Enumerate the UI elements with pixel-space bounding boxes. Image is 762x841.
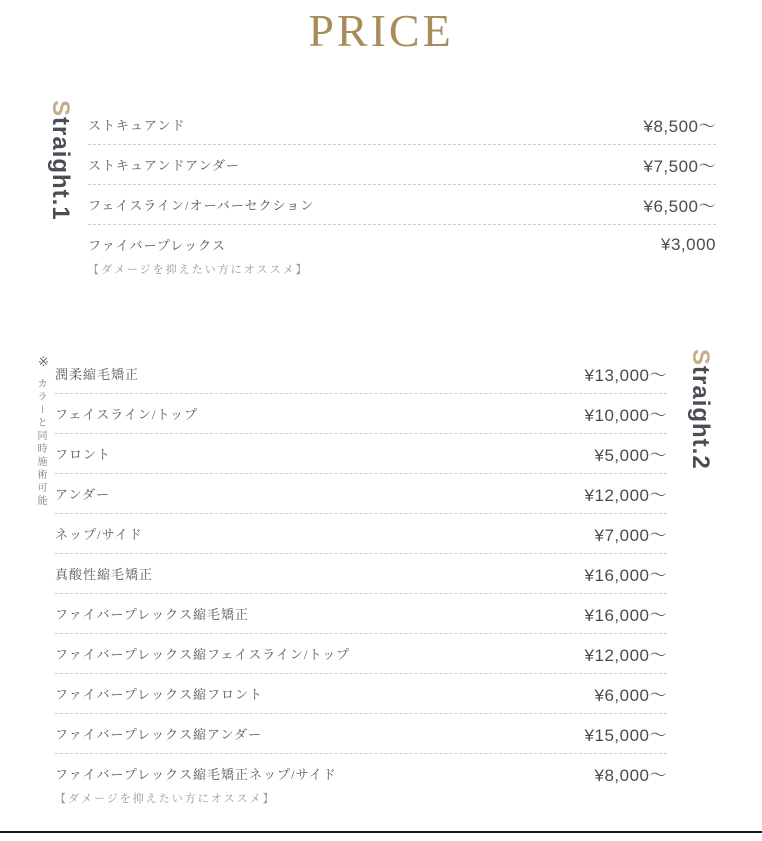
service-price: ¥6,000〜 xyxy=(594,686,667,705)
price-row xyxy=(55,474,667,514)
service-name: ストキュアンド xyxy=(88,118,186,133)
price-row xyxy=(55,354,667,394)
price-row-line xyxy=(88,185,716,224)
side-note-vertical: カラーと同時施術可能 xyxy=(35,378,46,508)
service-price: ¥8,000〜 xyxy=(594,766,667,785)
price-row-line xyxy=(55,554,667,593)
price-row xyxy=(55,554,667,594)
service-name: 潤柔縮毛矯正 xyxy=(55,367,140,382)
straight-2-label xyxy=(686,349,714,470)
service-price: ¥7,500〜 xyxy=(643,157,716,176)
price-row xyxy=(88,185,716,225)
straight-1-label-initial: S xyxy=(47,100,74,118)
straight-2-price-list xyxy=(55,354,667,810)
service-price: ¥7,000〜 xyxy=(594,526,667,545)
service-price: ¥13,000〜 xyxy=(584,366,667,385)
service-price: ¥3,000 xyxy=(661,234,716,254)
service-name: ファイバープレックス縮アンダー xyxy=(55,727,263,742)
service-note: 【ダメージを抑えたい方にオススメ】 xyxy=(88,264,309,276)
service-name: フェイスライン/オーバーセクション xyxy=(88,198,315,213)
straight-2-label-initial: S xyxy=(687,349,714,367)
price-row-line xyxy=(55,714,667,753)
service-name: 真酸性縮毛矯正 xyxy=(55,567,154,582)
service-name: ストキュアンドアンダー xyxy=(88,158,241,173)
side-note-asterisk: ※ xyxy=(38,354,49,369)
service-price: ¥12,000〜 xyxy=(584,486,667,505)
price-row-line xyxy=(55,514,667,553)
straight-1-label-rest: traight.1 xyxy=(47,117,74,221)
price-row-line xyxy=(55,354,667,393)
price-row-line xyxy=(55,754,667,793)
service-name: フェイスライン/トップ xyxy=(55,407,199,422)
service-name: ファイバープレックス縮フロント xyxy=(55,687,264,702)
service-name: ファイバープレックス縮フェイスライン/トップ xyxy=(55,647,351,662)
price-row-line xyxy=(88,145,716,184)
service-name: ネップ/サイド xyxy=(55,527,143,542)
price-row xyxy=(55,674,667,714)
price-row-line xyxy=(55,674,667,713)
service-price: ¥16,000〜 xyxy=(584,606,667,625)
price-row xyxy=(88,145,716,185)
service-name: フロント xyxy=(55,447,112,462)
service-name: ファイバープレックス xyxy=(88,238,227,253)
price-row-line xyxy=(55,434,667,473)
page-title: PRICE xyxy=(308,5,454,56)
service-price: ¥15,000〜 xyxy=(584,726,667,745)
straight-1-price-list xyxy=(88,105,716,281)
price-row-line xyxy=(55,394,667,433)
service-name: アンダー xyxy=(55,487,110,502)
price-row-line xyxy=(55,594,667,633)
service-price: ¥8,500〜 xyxy=(643,117,716,136)
price-row xyxy=(88,105,716,145)
service-price: ¥6,500〜 xyxy=(643,197,716,216)
price-row xyxy=(55,434,667,474)
price-row xyxy=(88,225,716,281)
service-name: ファイバープレックス縮毛矯正ネップ/サイド xyxy=(55,767,337,782)
straight-1-label xyxy=(46,100,74,221)
service-price: ¥16,000〜 xyxy=(584,566,667,585)
price-row xyxy=(55,634,667,674)
straight-2-label-rest: traight.2 xyxy=(687,366,714,470)
service-name: ファイバープレックス縮毛矯正 xyxy=(55,607,250,622)
price-row-line xyxy=(55,634,667,673)
bottom-divider xyxy=(0,831,762,833)
price-row xyxy=(55,714,667,754)
price-row xyxy=(55,394,667,434)
price-row xyxy=(55,594,667,634)
service-note: 【ダメージを抑えたい方にオススメ】 xyxy=(55,793,276,805)
price-row-line xyxy=(88,105,716,144)
price-row-line xyxy=(55,474,667,513)
price-row-line xyxy=(88,225,716,264)
price-row xyxy=(55,754,667,810)
service-price: ¥10,000〜 xyxy=(584,406,667,425)
price-row xyxy=(55,514,667,554)
service-price: ¥5,000〜 xyxy=(594,446,667,465)
service-price: ¥12,000〜 xyxy=(584,646,667,665)
